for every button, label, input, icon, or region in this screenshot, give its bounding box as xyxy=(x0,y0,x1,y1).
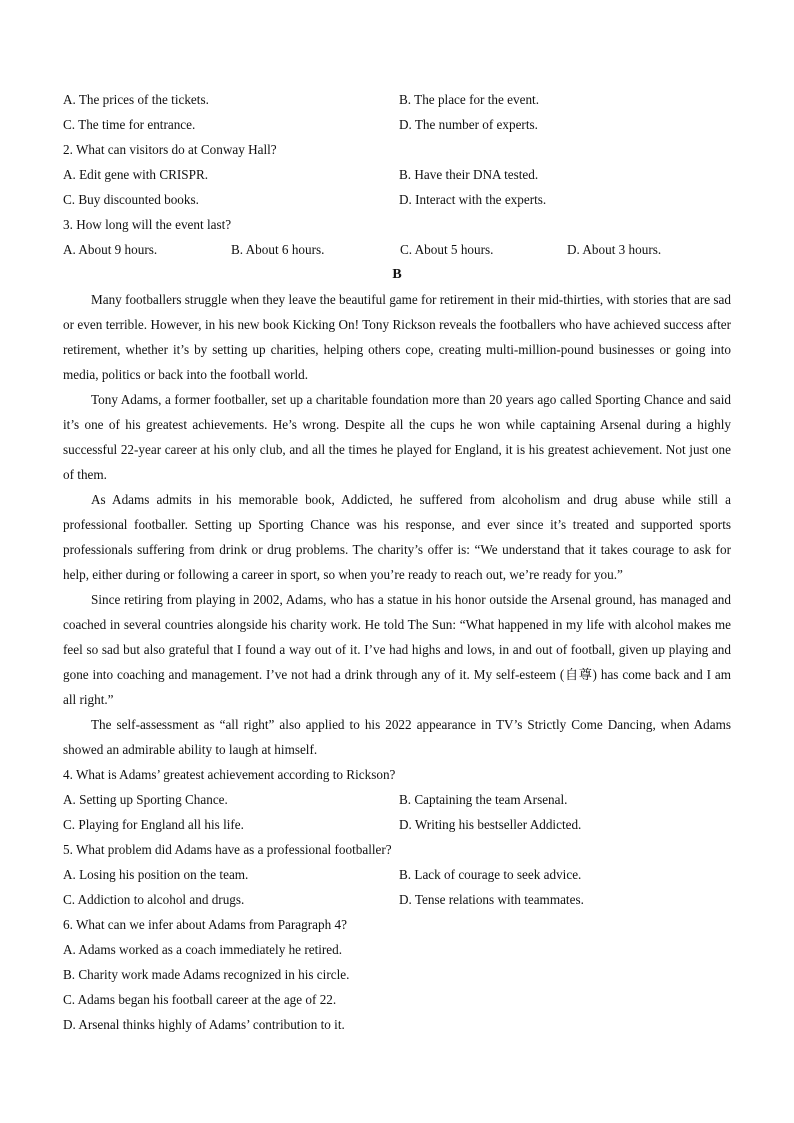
q3-option-b: B. About 6 hours. xyxy=(231,242,325,257)
q3-option-a: A. About 9 hours. xyxy=(63,242,158,257)
q2-option-row xyxy=(63,187,731,212)
q4-stem: 4. What is Adams’ greatest achievement according to Rickson? xyxy=(63,767,396,782)
q4-option-a: A. Setting up Sporting Chance. xyxy=(63,792,228,807)
q2-option-b: B. Have their DNA tested. xyxy=(399,167,539,182)
section-title: B xyxy=(392,267,402,282)
q5-option-row xyxy=(63,862,731,887)
q6-stem: 6. What can we infer about Adams from Paragraph 4? xyxy=(63,917,347,932)
passage-paragraph-4: Since retiring from playing in 2002, Adams, who has a statue in his honor outside the Arsenal ground, has managed and coached in several countries alongside his charity work. He told The Sun: “What happened in my life with alcohol makes me feel so sad but also grateful that I found a way out of it. I’ve had highs and lows, in and out of football, given up playing and gone into coaching and management. I’ve not had a drink through any of it. My self-esteem (自尊) has come back and I am all right.” xyxy=(63,592,731,707)
q2-option-row xyxy=(63,162,731,187)
q3-option-d: D. About 3 hours. xyxy=(567,242,662,257)
q1-option-row xyxy=(63,87,731,112)
q4-option-c: C. Playing for England all his life. xyxy=(63,817,244,832)
q4-option-row xyxy=(63,787,731,812)
q1-option-row xyxy=(63,112,731,137)
passage-paragraph-2: Tony Adams, a former footballer, set up a charitable foundation more than 20 years ago called Sporting Chance and said it’s one of his greatest achievements. He’s wrong. Despite all the cups he won while captaining Arsenal during a highly successful 22-year career at his only club, and all the times he played for England, it is his greatest achievement. Not just one of them. xyxy=(63,392,731,482)
q2-option-a: A. Edit gene with CRISPR. xyxy=(63,167,209,182)
q1-option-b: B. The place for the event. xyxy=(399,92,540,107)
q5-option-b: B. Lack of courage to seek advice. xyxy=(399,867,582,882)
passage-paragraph-3: As Adams admits in his memorable book, Addicted, he suffered from alcoholism and drug abuse while still a professional footballer. Setting up Sporting Chance was his response, and ever since it’s treated and supported sports professionals suffering from drink or drug problems. The charity’s offer is: “We understand that it takes courage to ask for help, either during or following a career in sport, so when you’re ready to reach out, we’re ready for you.” xyxy=(63,492,731,582)
q4-option-row xyxy=(63,812,731,837)
q5-option-c: C. Addiction to alcohol and drugs. xyxy=(63,892,245,907)
q2-stem: 2. What can visitors do at Conway Hall? xyxy=(63,142,277,157)
q6-option-c: C. Adams began his football career at the age of 22. xyxy=(63,992,337,1007)
q1-option-a: A. The prices of the tickets. xyxy=(63,92,209,107)
passage-paragraph-5: The self-assessment as “all right” also applied to his 2022 appearance in TV’s Strictly Come Dancing, when Adams showed an admirable ability to laugh at himself. xyxy=(63,717,731,757)
q6-option-d: D. Arsenal thinks highly of Adams’ contribution to it. xyxy=(63,1017,345,1032)
q6-option-a: A. Adams worked as a coach immediately he retired. xyxy=(63,942,343,957)
q5-option-d: D. Tense relations with teammates. xyxy=(399,892,584,907)
q1-option-d: D. The number of experts. xyxy=(399,117,538,132)
q4-option-d: D. Writing his bestseller Addicted. xyxy=(399,817,582,832)
q5-option-a: A. Losing his position on the team. xyxy=(63,867,249,882)
q2-option-c: C. Buy discounted books. xyxy=(63,192,199,207)
q5-option-row xyxy=(63,887,731,912)
q5-stem: 5. What problem did Adams have as a professional footballer? xyxy=(63,842,392,857)
q3-option-c: C. About 5 hours. xyxy=(400,242,494,257)
exam-page xyxy=(63,87,731,1037)
q3-stem: 3. How long will the event last? xyxy=(63,217,232,232)
q3-option-row xyxy=(63,237,731,262)
passage-paragraph-1: Many footballers struggle when they leave the beautiful game for retirement in their mid-thirties, with stories that are sad or even terrible. However, in his new book Kicking On! Tony Rickson reveals the footballers who have achieved success after retirement, whether it’s by setting up charities, helping others cope, creating multi-million-pound businesses or going into media, politics or back into the football world. xyxy=(63,292,731,382)
q2-option-d: D. Interact with the experts. xyxy=(399,192,547,207)
q6-option-b: B. Charity work made Adams recognized in his circle. xyxy=(63,967,350,982)
q4-option-b: B. Captaining the team Arsenal. xyxy=(399,792,568,807)
q1-option-c: C. The time for entrance. xyxy=(63,117,196,132)
